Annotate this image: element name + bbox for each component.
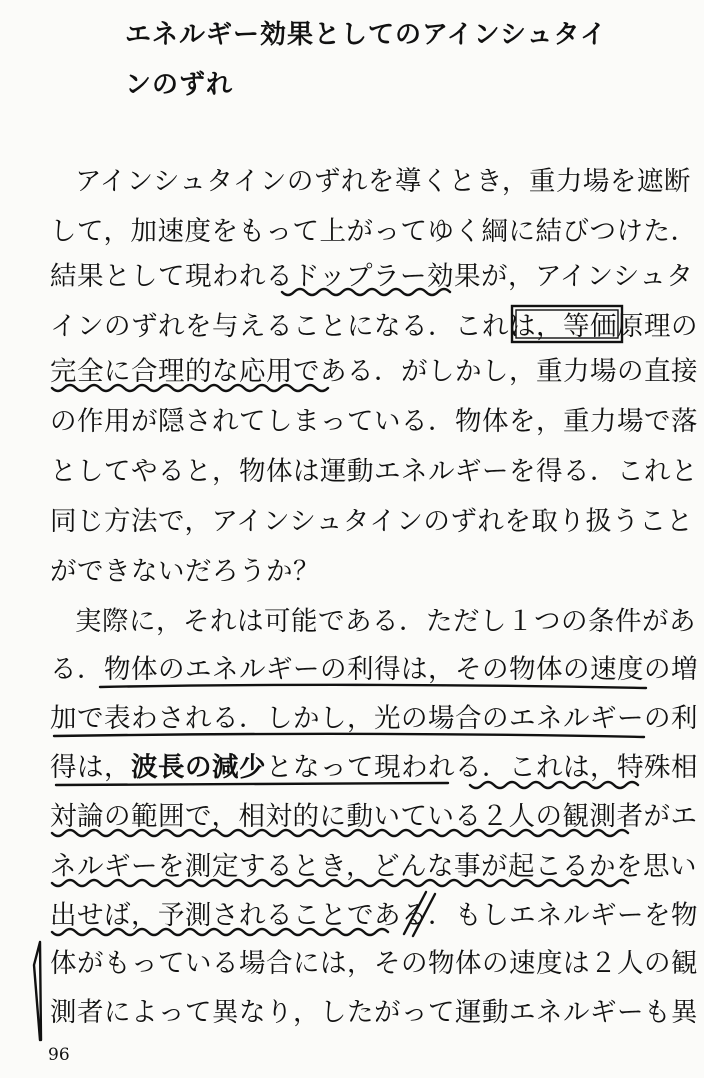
text-line: 完全に合理的な応用である．がしかし，重力場の直接	[50, 356, 698, 387]
wavy-underline	[52, 929, 388, 935]
wavy-underline	[52, 880, 628, 886]
text-span: の	[671, 311, 698, 342]
bold-term: 波長の減少	[131, 752, 266, 783]
text-line: としてやると，物体は運動エネルギーを得る．これと	[50, 456, 698, 487]
text-line: ができないだろうか？	[50, 556, 320, 587]
page-number: 96	[48, 1045, 70, 1065]
boxed-term: 等価原理	[563, 311, 671, 342]
underline	[100, 685, 646, 688]
underline	[56, 783, 448, 785]
text-line: 対論の範囲で，相対的に動いている２人の観測者がエ	[50, 801, 698, 832]
text-span: 得は，	[50, 752, 131, 783]
box-mark	[512, 306, 622, 342]
box-mark	[516, 310, 618, 338]
text-line: 同じ方法で，アインシュタインのずれを取り扱うこと	[50, 506, 694, 537]
text-line: る．物体のエネルギーの利得は，その物体の速度の増	[50, 654, 698, 685]
text-line: して，加速度をもって上がってゆく綱に結びつけた．	[50, 216, 698, 247]
text-line: の作用が隠されてしまっている．物体を，重力場で落	[50, 406, 698, 437]
text-line: ネルギーを測定するとき，どんな事が起こるかを思い	[50, 851, 697, 882]
text-line: 測者によって異なり，したがって運動エネルギーも異	[50, 997, 698, 1028]
text-span: 結果として現われる	[50, 261, 293, 292]
text-line: 加で表わされる．しかし，光の場合のエネルギーの利	[50, 703, 698, 734]
text-line: 出せば，予測されることである．もしエネルギーを物	[50, 900, 698, 931]
section-title-line-2: ンのずれ	[125, 70, 234, 100]
highlighted-term: ドップラー効果	[293, 261, 481, 292]
text-line: アインシュタインのずれを導くとき，重力場を遮断	[75, 166, 691, 197]
underline	[54, 734, 644, 737]
paragraph-break-mark	[404, 892, 435, 936]
wavy-underline	[52, 385, 328, 391]
text-line: 実際に，それは可能である．ただし１つの条件があ	[75, 606, 696, 637]
wavy-underline	[470, 782, 638, 788]
section-title-line-1: エネルギー効果としてのアインシュタイ	[125, 20, 607, 50]
wavy-underline	[282, 289, 450, 295]
margin-bracket	[34, 942, 41, 1040]
text-span: となって現われる．これは，特殊相	[266, 752, 698, 783]
text-span: が，アインシュタ	[480, 261, 694, 292]
text-span: インのずれを与えることになる．これは，	[50, 311, 563, 342]
wavy-underline	[52, 830, 628, 836]
text-line: 体がもっている場合には，その物体の速度は２人の観	[50, 948, 698, 979]
